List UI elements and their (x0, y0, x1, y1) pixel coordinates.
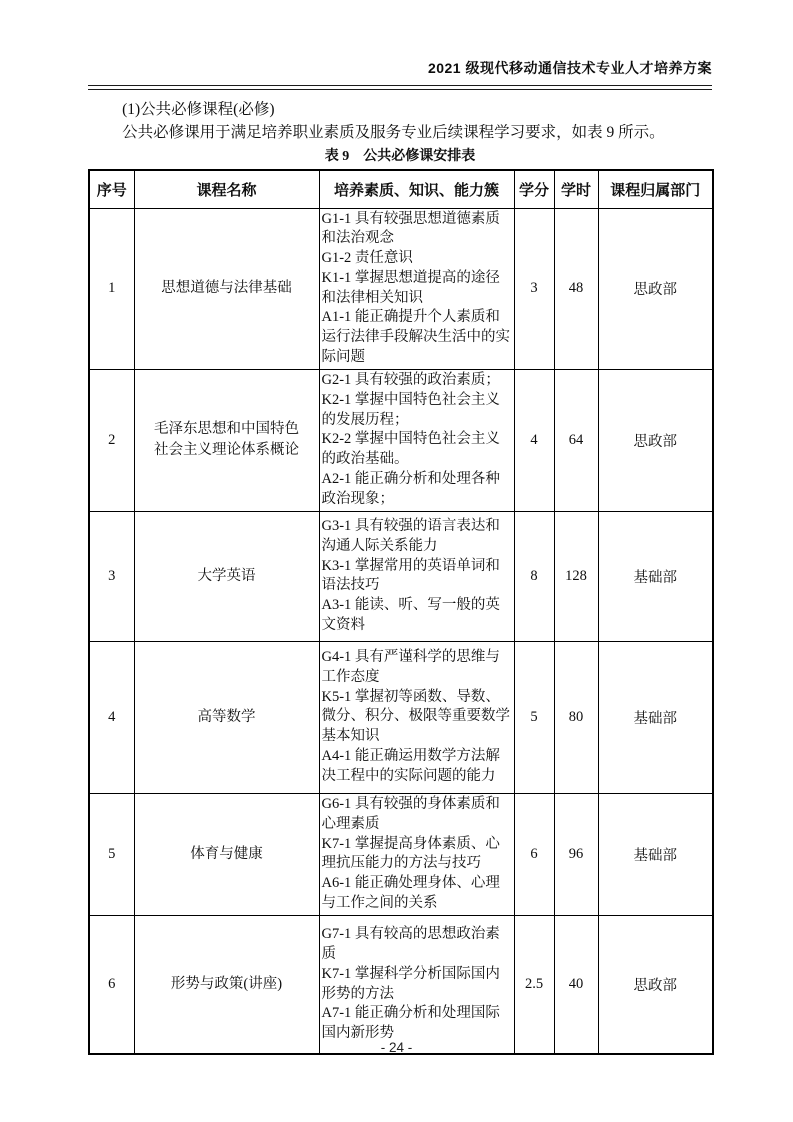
skills-cell (319, 915, 514, 1054)
skill-line: A4-1 能正确运用数学方法解决工程中的实际问题的能力 (321, 748, 500, 784)
skill-line: A2-1 能正确分析和处理各种政治现象； (321, 471, 500, 507)
skill-line: A6-1 能正确处理身体、心理与工作之间的关系 (321, 875, 500, 911)
skills-cell (319, 511, 514, 641)
table-row (89, 915, 713, 1054)
course-name: 毛泽东思想和中国特色社会主义理论体系概论 (134, 369, 319, 511)
page-number: - 24 - (380, 1040, 413, 1055)
intro-line-1: (1)公共必修课程(必修) (122, 101, 275, 118)
intro-line-2: 公共必修课用于满足培养职业素质及服务专业后续课程学习要求，如表 9 所示。 (122, 124, 665, 141)
skill-line: K2-1 掌握中国特色社会主义的发展历程； (321, 391, 500, 428)
course-name: 思想道德与法律基础 (134, 208, 319, 369)
course-table (88, 169, 714, 1055)
skill-line: G1-1 具有较强思想道德素质和法治观念 (321, 210, 500, 247)
running-header-title: 2021 级现代移动通信技术专业人才培养方案 (427, 60, 712, 76)
table-row (89, 641, 713, 793)
col-header-credits: 学分 (514, 170, 554, 208)
department: 思政部 (598, 915, 713, 1054)
skills-cell (319, 641, 514, 793)
credits-value: 6 (514, 793, 554, 915)
skill-line: G2-1 具有较强的政治素质； (321, 372, 500, 389)
course-name: 形势与政策(讲座) (134, 915, 319, 1054)
credits-value: 8 (514, 511, 554, 641)
table-row (89, 793, 713, 915)
department: 基础部 (598, 511, 713, 641)
row-number: 6 (89, 915, 134, 1054)
table-caption: 表 9 公共必修课安排表 (324, 149, 476, 164)
hours-value: 48 (554, 208, 598, 369)
hours-value: 40 (554, 915, 598, 1054)
skills-cell (319, 369, 514, 511)
skill-line: G3-1 具有较强的语言表达和沟通人际关系能力 (321, 517, 500, 554)
skill-line: A7-1 能正确分析和处理国际国内新形势 (321, 1005, 500, 1042)
course-name: 体育与健康 (134, 793, 319, 915)
skill-line: K3-1 掌握常用的英语单词和语法技巧 (321, 557, 500, 594)
header-double-rule (88, 85, 712, 90)
department: 基础部 (598, 641, 713, 793)
col-header-hours: 学时 (554, 170, 598, 208)
course-name: 高等数学 (134, 641, 319, 793)
table-row (89, 369, 713, 511)
skill-line: A3-1 能读、听、写一般的英文资料 (321, 597, 500, 633)
row-number: 3 (89, 511, 134, 641)
row-number: 5 (89, 793, 134, 915)
skill-line: G6-1 具有较强的身体素质和心理素质 (321, 795, 500, 832)
department: 思政部 (598, 369, 713, 511)
col-header-course: 课程名称 (134, 170, 319, 208)
row-number: 1 (89, 208, 134, 369)
skill-line: A1-1 能正确提升个人素质和运行法律手段解决生活中的实际问题 (321, 309, 510, 366)
course-name: 大学英语 (134, 511, 319, 641)
skills-cell (319, 208, 514, 369)
skill-line: K1-1 掌握思想道提高的途径和法律相关知识 (321, 269, 500, 306)
credits-value: 5 (514, 641, 554, 793)
skill-line: G4-1 具有严谨科学的思维与工作态度 (321, 649, 500, 685)
skill-line: G7-1 具有较高的思想政治素质 (321, 926, 500, 963)
intro-paragraphs (88, 98, 712, 144)
col-header-dept: 课程归属部门 (598, 170, 713, 208)
skills-cell (319, 793, 514, 915)
credits-value: 3 (514, 208, 554, 369)
table-header-row (89, 170, 713, 208)
col-header-no: 序号 (89, 170, 134, 208)
credits-value: 2.5 (514, 915, 554, 1054)
department: 思政部 (598, 208, 713, 369)
table-row (89, 511, 713, 641)
skill-line: G1-2 责任意识 (321, 250, 413, 267)
department: 基础部 (598, 793, 713, 915)
credits-value: 4 (514, 369, 554, 511)
hours-value: 128 (554, 511, 598, 641)
skill-line: K7-1 掌握科学分析国际国内形势的方法 (321, 965, 500, 1002)
skill-line: K2-2 掌握中国特色社会主义的政治基础。 (321, 431, 500, 468)
col-header-skills: 培养素质、知识、能力簇 (319, 170, 514, 208)
row-number: 4 (89, 641, 134, 793)
skill-line: K7-1 掌握提高身体素质、心理抗压能力的方法与技巧 (321, 835, 500, 872)
hours-value: 80 (554, 641, 598, 793)
hours-value: 96 (554, 793, 598, 915)
skill-line: K5-1 掌握初等函数、导数、微分、积分、极限等重要数学基本知识 (321, 688, 510, 745)
row-number: 2 (89, 369, 134, 511)
hours-value: 64 (554, 369, 598, 511)
table-row (89, 208, 713, 369)
